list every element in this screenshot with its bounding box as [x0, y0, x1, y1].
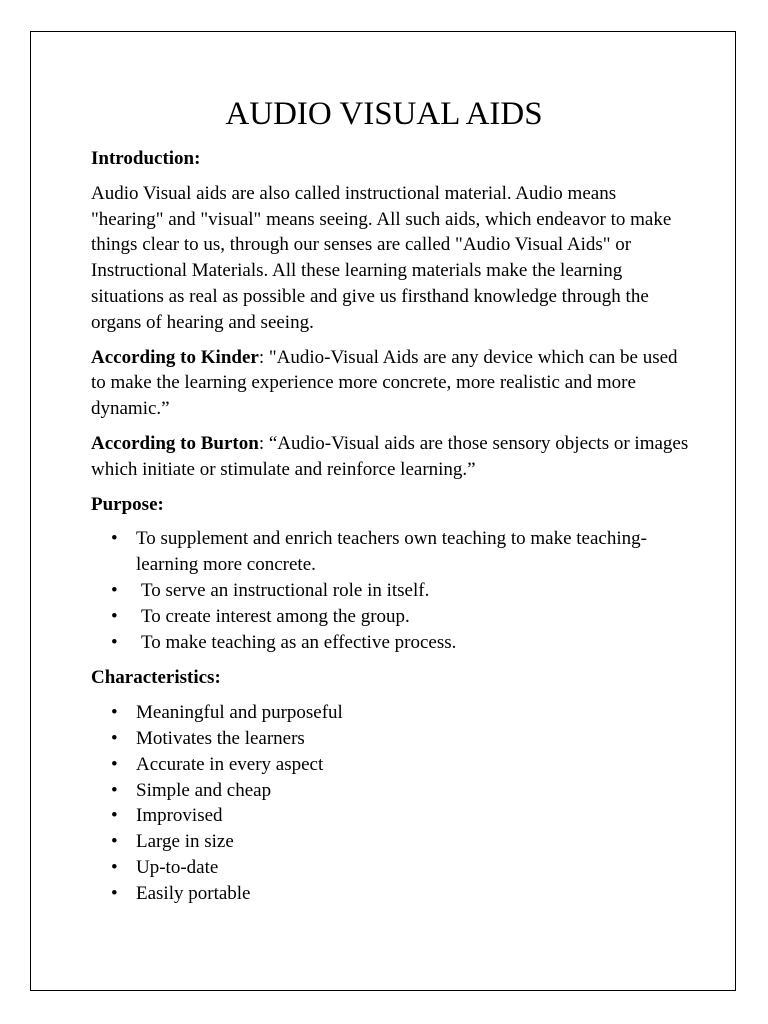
purpose-list	[91, 526, 691, 655]
kinder-text: : "Audio-Visual Aids are any device which can be used to make the learning experience more concrete, more realistic and more dynamic.”	[91, 346, 678, 420]
bullet-icon: •	[111, 605, 118, 627]
introduction-heading: Introduction:	[91, 148, 201, 169]
characteristics-heading: Characteristics:	[91, 667, 221, 689]
list-item-text: To create interest among the group.	[141, 605, 410, 627]
list-item	[91, 604, 691, 630]
list-item-text: Simple and cheap	[136, 779, 272, 801]
document-title: AUDIO VISUAL AIDS	[225, 96, 543, 132]
list-item	[91, 881, 691, 907]
list-item-text: Easily portable	[136, 882, 251, 904]
burton-definition	[91, 431, 691, 483]
list-item	[91, 726, 691, 752]
list-item	[91, 752, 691, 778]
list-item-text: Meaningful and purposeful	[136, 702, 343, 724]
list-item	[91, 526, 691, 578]
bullet-icon: •	[111, 831, 118, 853]
list-item	[91, 578, 691, 604]
list-item	[91, 829, 691, 855]
list-item-text: Motivates the learners	[136, 727, 305, 749]
document-body	[91, 94, 691, 917]
bullet-icon: •	[111, 631, 118, 653]
list-item	[91, 700, 691, 726]
bullet-icon: •	[111, 727, 118, 749]
list-item	[91, 803, 691, 829]
bullet-icon: •	[111, 856, 118, 878]
bullet-icon: •	[111, 702, 118, 724]
list-item-text: To supplement and enrich teachers own teaching to make teaching-learning more concrete.	[136, 528, 647, 576]
bullet-icon: •	[111, 882, 118, 904]
kinder-definition	[91, 345, 691, 422]
list-item	[91, 630, 691, 656]
burton-label: According to Burton	[91, 432, 259, 454]
list-item-text: Large in size	[136, 831, 234, 853]
list-item-text: Up-to-date	[136, 856, 219, 878]
bullet-icon: •	[111, 753, 118, 775]
list-item-text: To make teaching as an effective process.	[141, 631, 457, 653]
list-item-text: Accurate in every aspect	[136, 753, 324, 775]
list-item	[91, 778, 691, 804]
list-item	[91, 855, 691, 881]
list-item-text: To serve an instructional role in itself.	[141, 579, 430, 601]
introduction-paragraph: Audio Visual aids are also called instructional material. Audio means "hearing" and "visual" means seeing. All such aids, which endeavor to make things clear to us, through our senses are called "Audio Visual Aids" or Instructional Materials. All these learning materials make the learning situations as real as possible and give us firsthand knowledge through the organs of hearing and seeing.	[91, 182, 672, 333]
kinder-label: According to Kinder	[91, 346, 259, 368]
bullet-icon: •	[111, 579, 118, 601]
bullet-icon: •	[111, 779, 118, 801]
list-item-text: Improvised	[136, 805, 223, 827]
purpose-heading: Purpose:	[91, 493, 164, 515]
bullet-icon: •	[111, 528, 118, 550]
characteristics-list	[91, 700, 691, 906]
bullet-icon: •	[111, 805, 118, 827]
burton-text: : “Audio-Visual aids are those sensory objects or images which initiate or stimulate and reinforce learning.”	[91, 432, 689, 480]
